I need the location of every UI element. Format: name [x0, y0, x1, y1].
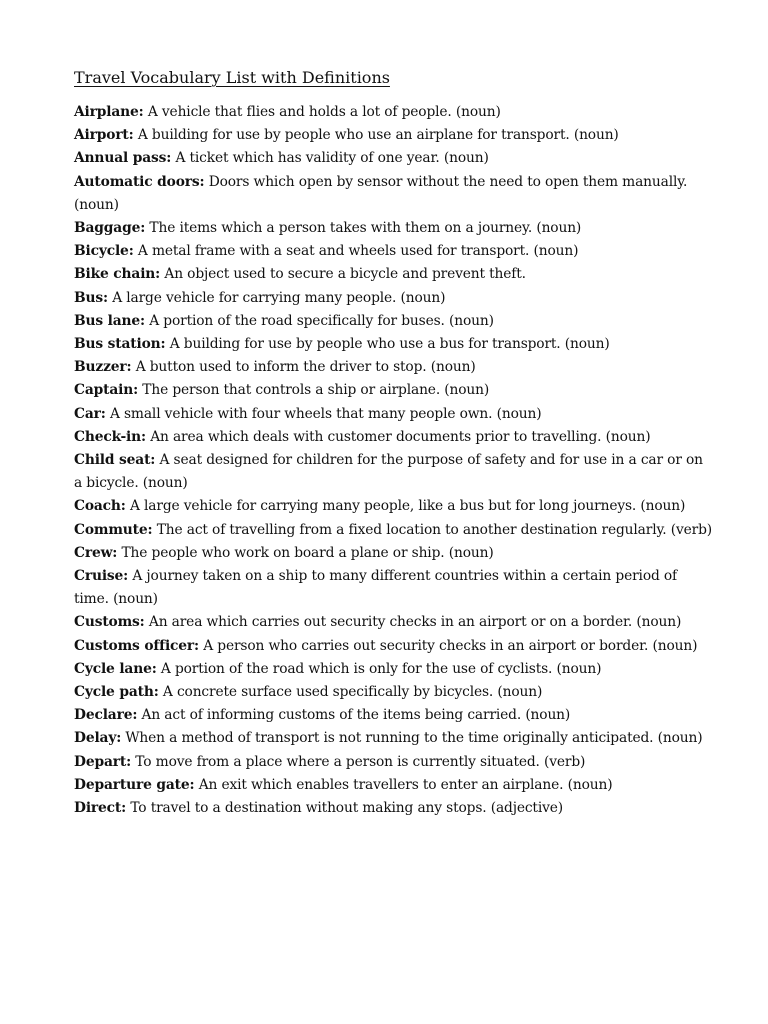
- entry-definition: An act of informing customs of the items being carried. (noun): [141, 707, 571, 724]
- vocabulary-entry: [74, 797, 714, 820]
- vocabulary-entry: [74, 774, 714, 797]
- entry-term: Bus station:: [74, 336, 166, 353]
- entry-term: Crew:: [74, 544, 118, 561]
- entry-term: Cycle path:: [74, 684, 159, 701]
- vocabulary-entry: [74, 310, 714, 333]
- vocabulary-entry: [74, 495, 714, 518]
- entry-definition: A portion of the road specifically for buses. (noun): [149, 312, 494, 329]
- entry-definition: An area which deals with customer documents prior to travelling. (noun): [150, 428, 651, 445]
- vocabulary-entry: [74, 287, 714, 310]
- document-title: Travel Vocabulary List with Definitions: [74, 68, 390, 87]
- entry-term: Bike chain:: [74, 266, 161, 283]
- vocabulary-entry: [74, 449, 714, 495]
- vocabulary-entry: [74, 751, 714, 774]
- entry-term: Airplane:: [74, 104, 144, 120]
- vocabulary-entry: [74, 124, 714, 147]
- vocabulary-entry: [74, 542, 714, 565]
- entry-definition: A building for use by people who use a bus for transport. (noun): [169, 336, 610, 353]
- vocabulary-entry: [74, 356, 714, 379]
- vocabulary-entry: [74, 681, 714, 704]
- entry-definition: A person who carries out security checks in an airport or border. (noun): [203, 637, 698, 654]
- entry-term: Car:: [74, 405, 106, 422]
- entry-definition: A large vehicle for carrying many people, like a bus but for long journeys. (noun): [130, 498, 686, 515]
- entry-definition: A journey taken on a ship to many different countries within a certain period of time. (noun): [74, 568, 678, 608]
- vocabulary-entry: [74, 565, 714, 611]
- entry-term: Commute:: [74, 521, 153, 538]
- entry-definition: A large vehicle for carrying many people. (noun): [112, 289, 446, 306]
- entry-term: Cycle lane:: [74, 660, 157, 677]
- entry-term: Bus:: [74, 289, 108, 306]
- vocabulary-list: [74, 101, 714, 820]
- entry-definition: A ticket which has validity of one year. (noun): [175, 150, 489, 167]
- vocabulary-entry: [74, 426, 714, 449]
- vocabulary-entry: [74, 403, 714, 426]
- entry-definition: The people who work on board a plane or ship. (noun): [121, 544, 494, 561]
- entry-definition: The items which a person takes with them on a journey. (noun): [149, 220, 582, 237]
- entry-term: Bus lane:: [74, 312, 145, 329]
- entry-term: Automatic doors:: [74, 173, 205, 190]
- vocabulary-entry: [74, 704, 714, 727]
- vocabulary-entry: [74, 240, 714, 263]
- entry-definition: An object used to secure a bicycle and prevent theft.: [164, 266, 526, 283]
- vocabulary-entry: [74, 171, 714, 217]
- vocabulary-entry: [74, 727, 714, 750]
- entry-term: Child seat:: [74, 452, 156, 469]
- entry-term: Delay:: [74, 730, 122, 747]
- entry-definition: Doors which open by sensor without the need to open them manually. (noun): [74, 173, 688, 213]
- entry-definition: A concrete surface used specifically by bicycles. (noun): [162, 684, 543, 701]
- entry-definition: A seat designed for children for the purpose of safety and for use in a car or on a bicycle. (noun): [74, 452, 703, 492]
- entry-term: Baggage:: [74, 220, 146, 237]
- vocabulary-entry: [74, 519, 714, 542]
- entry-definition: A building for use by people who use an airplane for transport. (noun): [137, 127, 619, 144]
- entry-definition: A small vehicle with four wheels that many people own. (noun): [109, 405, 542, 422]
- entry-definition: A vehicle that flies and holds a lot of people. (noun): [147, 104, 501, 120]
- entry-term: Departure gate:: [74, 776, 195, 793]
- entry-definition: A portion of the road which is only for the use of cyclists. (noun): [160, 660, 602, 677]
- vocabulary-entry: [74, 217, 714, 240]
- vocabulary-entry: [74, 635, 714, 658]
- entry-term: Annual pass:: [74, 150, 172, 167]
- vocabulary-entry: [74, 263, 714, 286]
- entry-definition: The person that controls a ship or airplane. (noun): [142, 382, 490, 399]
- entry-definition: The act of travelling from a fixed location to another destination regularly. (verb): [156, 521, 713, 538]
- entry-definition: An area which carries out security checks in an airport or on a border. (noun): [148, 614, 682, 631]
- entry-term: Bicycle:: [74, 243, 134, 260]
- vocabulary-entry: [74, 101, 714, 124]
- entry-term: Buzzer:: [74, 359, 132, 376]
- entry-term: Coach:: [74, 498, 126, 515]
- document-page: [74, 66, 714, 820]
- entry-term: Cruise:: [74, 568, 129, 585]
- entry-definition: To move from a place where a person is currently situated. (verb): [135, 753, 586, 770]
- entry-definition: A metal frame with a seat and wheels used for transport. (noun): [137, 243, 579, 260]
- entry-definition: To travel to a destination without making any stops. (adjective): [130, 800, 563, 817]
- entry-term: Customs officer:: [74, 637, 199, 654]
- vocabulary-entry: [74, 611, 714, 634]
- vocabulary-entry: [74, 333, 714, 356]
- vocabulary-entry: [74, 658, 714, 681]
- entry-term: Declare:: [74, 707, 138, 724]
- entry-definition: An exit which enables travellers to enter an airplane. (noun): [198, 776, 613, 793]
- entry-term: Airport:: [74, 127, 134, 144]
- entry-term: Captain:: [74, 382, 139, 399]
- entry-definition: When a method of transport is not running to the time originally anticipated. (noun): [125, 730, 703, 747]
- entry-term: Depart:: [74, 753, 132, 770]
- entry-term: Direct:: [74, 800, 127, 817]
- entry-term: Customs:: [74, 614, 145, 631]
- vocabulary-entry: [74, 147, 714, 170]
- entry-term: Check-in:: [74, 428, 146, 445]
- entry-definition: A button used to inform the driver to stop. (noun): [135, 359, 476, 376]
- vocabulary-entry: [74, 379, 714, 402]
